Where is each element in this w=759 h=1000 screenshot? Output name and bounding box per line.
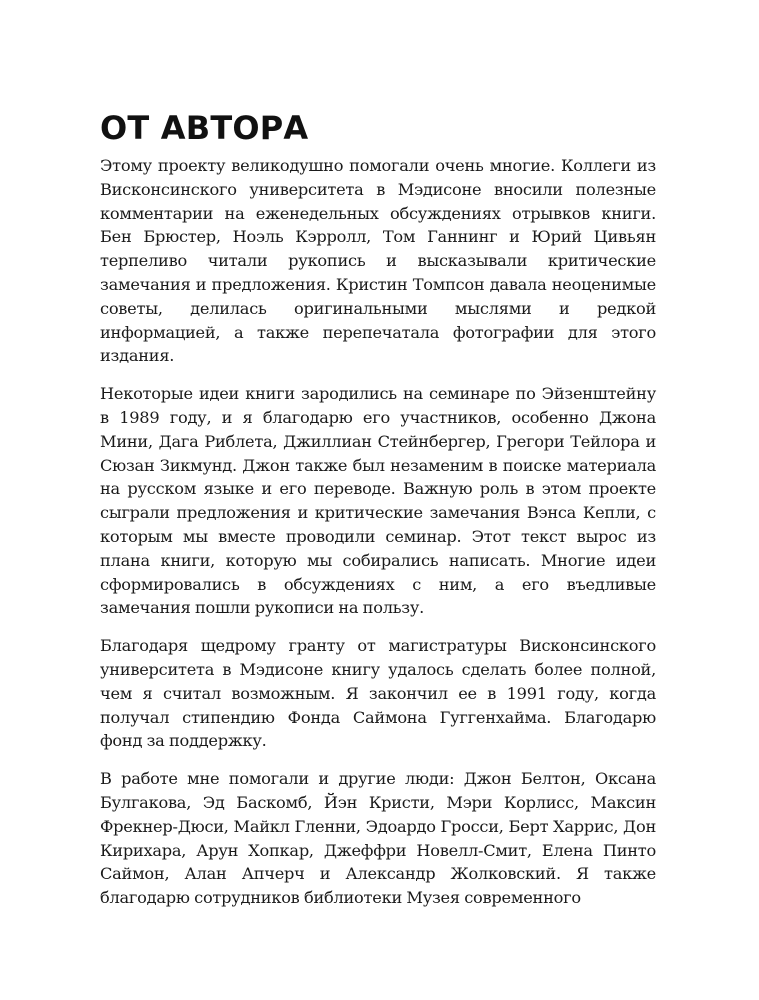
paragraph-1: Этому проекту великодушно помогали очень многие. Коллеги из Висконсинского университета в Мэдисоне вносили полезные комментарии на еженедельных обсуждениях отрывков книги. Бен Брюстер, Ноэль Кэрролл, Том Ганнинг и Юрий Цивьян терпеливо читали рукопись и высказывали критические замечания и предложения. Кристин Томпсон давала неоценимые советы, делилась оригинальными мыслями и редкой информацией, а также перепечатала фотографии для этого издания. bbox=[100, 156, 656, 366]
paragraph-3: Благодаря щедрому гранту от магистратуры Висконсинского университета в Мэдисоне книгу удалось сделать более полной, чем я считал возможным. Я закончил ее в 1991 году, когда получал стипендию Фонда Саймона Гуггенхайма. Благодарю фонд за поддержку. bbox=[100, 636, 656, 751]
page-content bbox=[100, 108, 656, 924]
section-heading: ОТ АВТОРА bbox=[100, 109, 309, 147]
paragraph-2: Некоторые идеи книги зародились на семинаре по Эйзенштейну в 1989 году, и я благодарю его участников, особенно Джона Мини, Дага Риблета, Джиллиан Стейнбергер, Грегори Тейлора и Сюзан Зикмунд. Джон также был незаменим в поиске материала на русском языке и его переводе. Важную роль в этом проекте сыграли предложения и критические замечания Вэнса Кепли, с которым мы вместе проводили семинар. Этот текст вырос из плана книги, которую мы собирались написать. Многие идеи сформировались в обсуждениях с ним, а его въедливые замечания пошли рукописи на пользу. bbox=[100, 384, 656, 618]
paragraph-4: В работе мне помогали и другие люди: Джон Белтон, Оксана Булгакова, Эд Баскомб, Йэн Кристи, Мэри Корлисс, Максин Фрекнер-Дюси, Майкл Гленни, Эдоардо Гросси, Берт Харрис, Дон Кирихара, Арун Хопкар, Джеффри Новелл-Смит, Елена Пинто Саймон, Алан Апчерч и Александр Жолковский. Я также благодарю сотрудников библиотеки Музея современного bbox=[100, 769, 656, 908]
